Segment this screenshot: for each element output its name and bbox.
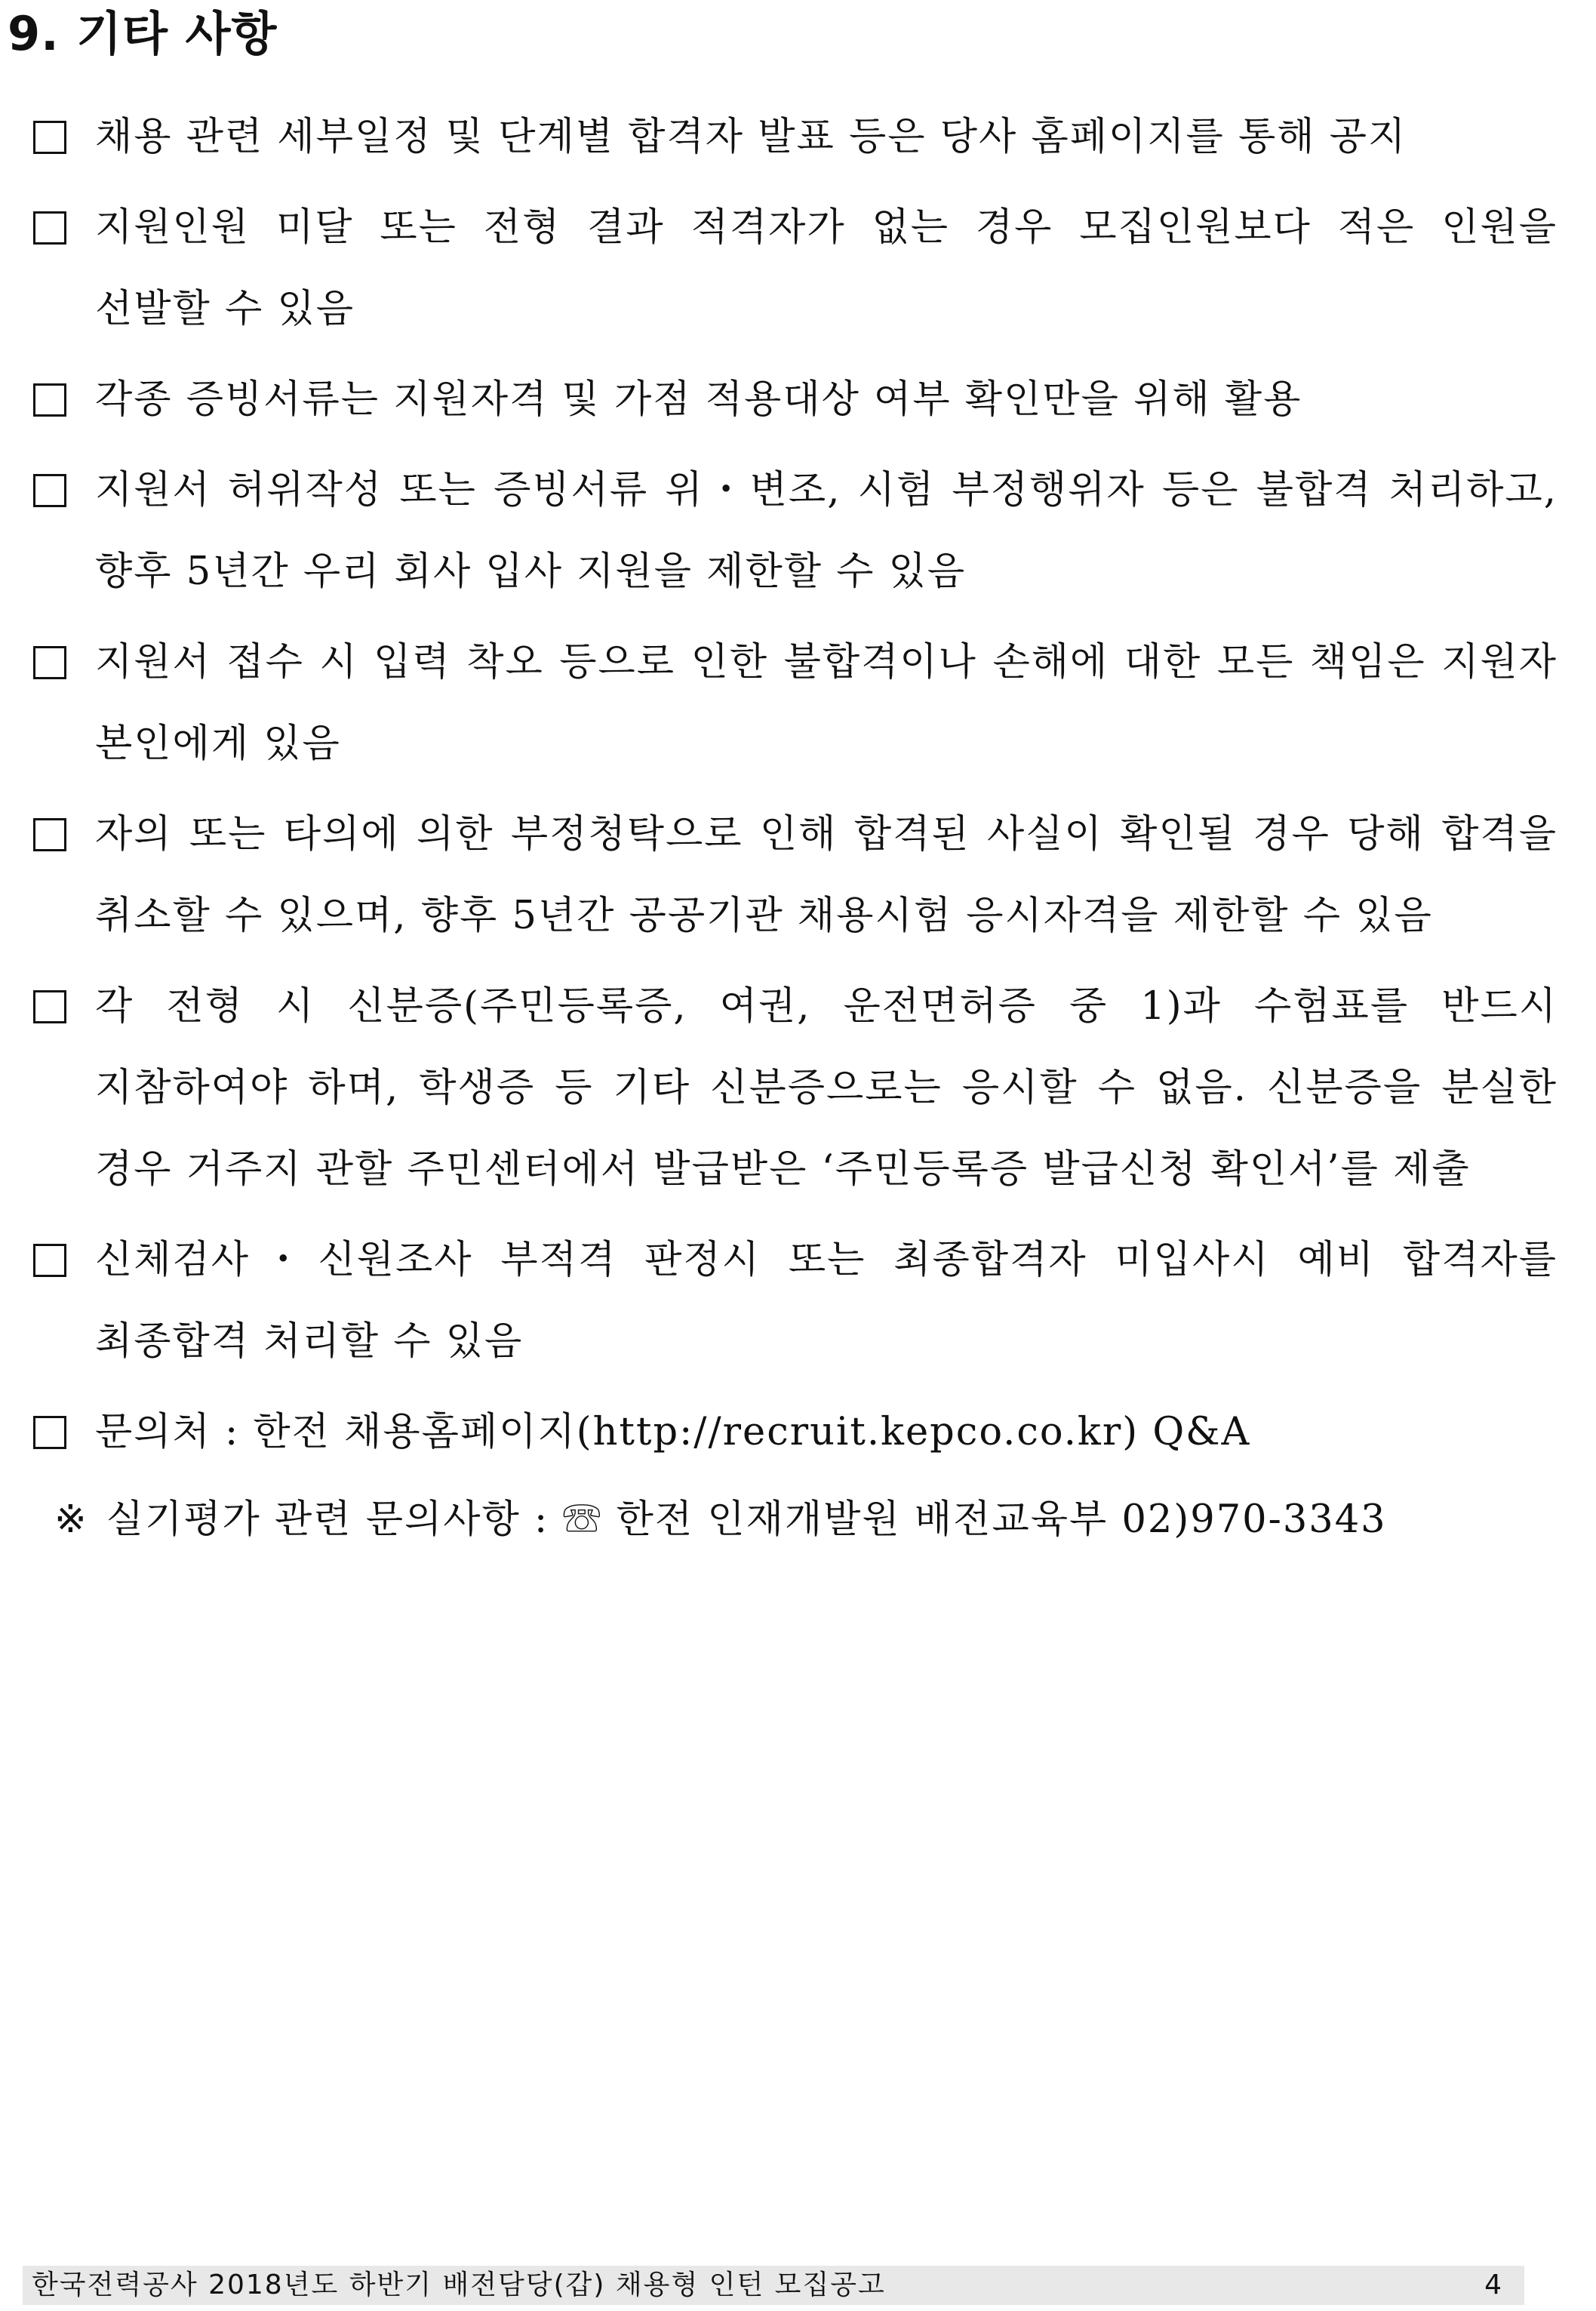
checkbox-icon — [33, 1416, 66, 1449]
checkbox-icon — [33, 383, 66, 417]
footer-title: 한국전력공사 2018년도 하반기 배전담당(갑) 채용형 인턴 모집공고 — [32, 2269, 886, 2300]
list-item-text: 지원서 접수 시 입력 착오 등으로 인한 불합격이나 손해에 대한 모든 책임은 지원자 본인에게 있음 — [95, 640, 1558, 766]
list-item — [33, 450, 1558, 613]
list-item-text: 지원서 허위작성 또는 증빙서류 위・변조, 시험 부정행위자 등은 불합격 처리하고, 향후 5년간 우리 회사 입사 지원을 제한할 수 있음 — [95, 468, 1558, 594]
notice-list — [33, 97, 1558, 1558]
page-number: 4 — [1484, 2269, 1502, 2300]
section-title: 9. 기타 사항 — [8, 6, 278, 61]
list-item — [33, 187, 1558, 350]
list-item — [33, 966, 1558, 1211]
list-item — [33, 794, 1558, 957]
list-item — [33, 1392, 1558, 1473]
checkbox-icon — [33, 990, 66, 1023]
list-item-text: 자의 또는 타의에 의한 부정청탁으로 인해 합격된 사실이 확인될 경우 당해 합격을 취소할 수 있으며, 향후 5년간 공공기관 채용시험 응시자격을 제한할 수 있음 — [95, 812, 1558, 938]
list-item-text: 신체검사・신원조사 부적격 판정시 또는 최종합격자 미입사시 예비 합격자를 최종합격 처리할 수 있음 — [95, 1238, 1558, 1364]
list-item-text: 문의처 : 한전 채용홈페이지(http://recruit.kepco.co.kr) Q&A — [95, 1410, 1251, 1454]
list-item — [33, 359, 1558, 441]
list-item-text: 각종 증빙서류는 지원자격 및 가점 적용대상 여부 확인만을 위해 활용 — [95, 377, 1302, 422]
checkbox-icon — [33, 646, 66, 679]
contact-note-text: 실기평가 관련 문의사항 : ☏ 한전 인재개발원 배전교육부 02)970-3343 — [106, 1497, 1387, 1542]
list-item — [33, 1220, 1558, 1383]
checkbox-icon — [33, 1244, 66, 1277]
list-item-text: 각 전형 시 신분증(주민등록증, 여권, 운전면허증 중 1)과 수험표를 반드시 지참하여야 하며, 학생증 등 기타 신분증으로는 응시할 수 없음. 신분증을 분실한 경우 거주지 관할 주민센터에서 발급받은 ‘주민등록증 발급신청 확인서’를 제출 — [95, 984, 1558, 1192]
checkbox-icon — [33, 818, 66, 851]
reference-mark-icon: ※ — [54, 1497, 88, 1542]
page-footer — [23, 2266, 1524, 2305]
list-item-text: 채용 관련 세부일정 및 단계별 합격자 발표 등은 당사 홈페이지를 통해 공지 — [95, 115, 1407, 159]
checkbox-icon — [33, 474, 66, 507]
list-item — [33, 622, 1558, 785]
list-item-text: 지원인원 미달 또는 전형 결과 적격자가 없는 경우 모집인원보다 적은 인원을 선발할 수 있음 — [95, 205, 1558, 331]
checkbox-icon — [33, 211, 66, 245]
contact-note — [33, 1482, 1558, 1558]
checkbox-icon — [33, 121, 66, 154]
list-item — [33, 97, 1558, 178]
